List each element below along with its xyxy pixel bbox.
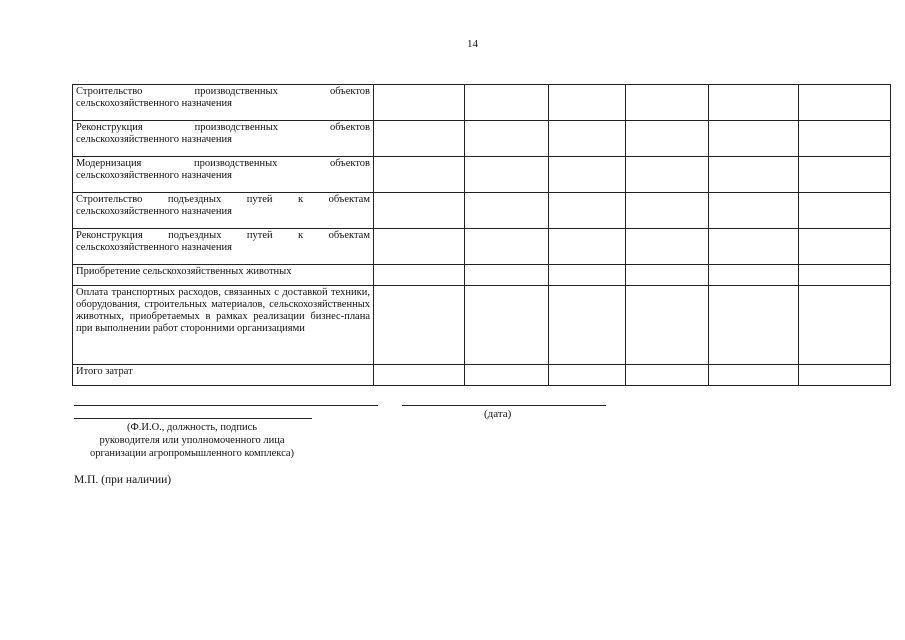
- table-cell: [465, 365, 549, 386]
- table-cell: [799, 365, 891, 386]
- row-label: Строительство подъездных путей к объектам сельскохозяйственного назначения: [73, 193, 374, 229]
- table-cell: [626, 286, 709, 365]
- table-cell: [549, 265, 626, 286]
- date-caption: (дата): [484, 408, 512, 420]
- table-cell: [549, 193, 626, 229]
- table-cell: [465, 193, 549, 229]
- signature-line-second: [74, 418, 312, 419]
- page-number: 14: [467, 38, 478, 50]
- table-cell: [799, 286, 891, 365]
- table-cell: [626, 229, 709, 265]
- table-cell: [549, 85, 626, 121]
- table-cell: [626, 365, 709, 386]
- row-label: Строительство производственных объектов сельскохозяйственного назначения: [73, 85, 374, 121]
- stamp-note: М.П. (при наличии): [74, 474, 172, 486]
- row-label: Оплата транспортных расходов, связанных с доставкой техники, оборудования, строительных материалов, сельскохозяйственных животных, приобретаемых в рамках реализации бизнес-плана при выполнении работ сторонними организациями: [73, 286, 374, 365]
- cost-table: [72, 84, 891, 386]
- table-row: [73, 85, 891, 121]
- table-row: [73, 286, 891, 365]
- table-row: [73, 193, 891, 229]
- signature-caption: [72, 421, 312, 460]
- table-row: [73, 229, 891, 265]
- table-cell: [465, 85, 549, 121]
- table-cell: [465, 286, 549, 365]
- table-cell: [549, 229, 626, 265]
- table-cell: [549, 365, 626, 386]
- table-cell: [709, 365, 799, 386]
- signature-caption-line: (Ф.И.О., должность, подпись: [126, 422, 258, 433]
- table-cell: [549, 121, 626, 157]
- table-cell: [374, 157, 465, 193]
- signature-caption-line: организации агропромышленного комплекса): [89, 448, 295, 459]
- table-cell: [374, 229, 465, 265]
- table-cell: [799, 265, 891, 286]
- table-cell: [549, 286, 626, 365]
- table-cell: [374, 365, 465, 386]
- table-cell: [465, 265, 549, 286]
- table-cell: [799, 121, 891, 157]
- table-cell: [709, 229, 799, 265]
- table-cell: [626, 121, 709, 157]
- table-cell: [374, 265, 465, 286]
- table-cell: [799, 193, 891, 229]
- table-cell: [626, 193, 709, 229]
- table-cell: [465, 121, 549, 157]
- row-label: Реконструкция производственных объектов сельскохозяйственного назначения: [73, 121, 374, 157]
- table-cell: [374, 193, 465, 229]
- table-cell: [374, 286, 465, 365]
- table-cell: [465, 157, 549, 193]
- table-row: [73, 265, 891, 286]
- signature-block: [72, 403, 890, 523]
- row-label: Модернизация производственных объектов сельскохозяйственного назначения: [73, 157, 374, 193]
- table-cell: [626, 85, 709, 121]
- signature-line: [74, 405, 378, 406]
- table-cell: [799, 85, 891, 121]
- table-cell: [709, 286, 799, 365]
- table-cell: [626, 265, 709, 286]
- table-row-total: [73, 365, 891, 386]
- table-cell: [626, 157, 709, 193]
- signature-caption-line: руководителя или уполномоченного лица: [99, 435, 285, 446]
- table-cell: [549, 157, 626, 193]
- table-row: [73, 157, 891, 193]
- table-cell: [465, 229, 549, 265]
- table-cell: [709, 193, 799, 229]
- table-cell: [709, 121, 799, 157]
- row-label: Приобретение сельскохозяйственных животных: [73, 265, 374, 286]
- table-cell: [709, 265, 799, 286]
- table-cell: [799, 229, 891, 265]
- table-cell: [374, 121, 465, 157]
- date-line: [402, 405, 606, 406]
- table-row: [73, 121, 891, 157]
- table-cell: [709, 85, 799, 121]
- table-cell: [709, 157, 799, 193]
- table-cell: [799, 157, 891, 193]
- row-label-total: Итого затрат: [73, 365, 374, 386]
- table-cell: [374, 85, 465, 121]
- row-label: Реконструкция подъездных путей к объектам сельскохозяйственного назначения: [73, 229, 374, 265]
